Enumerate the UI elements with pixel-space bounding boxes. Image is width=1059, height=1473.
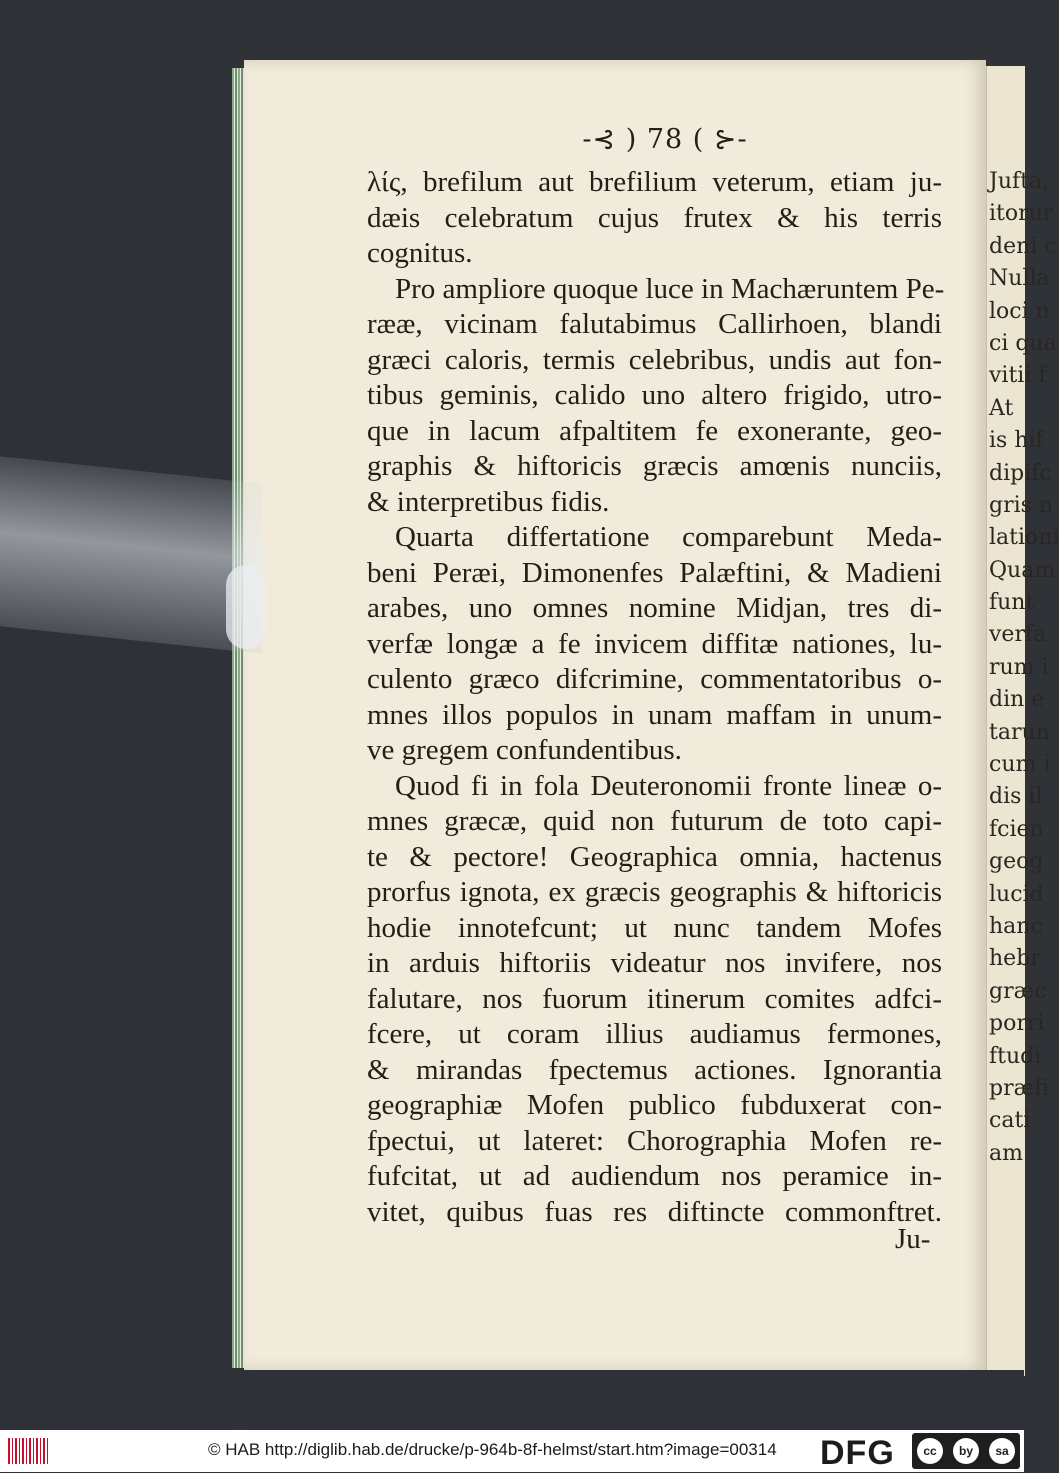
text-line: fufcitat, ut ad audiendum nos peramice in- [367, 1160, 942, 1192]
table-surface [244, 1370, 1024, 1430]
text-line: & interpretibus fidis. [367, 485, 610, 518]
text-line: arabes, uno omnes nomine Midjan, tres di- [367, 592, 942, 624]
text-line: culento græco difcrimine, commentatoribus o- [367, 663, 942, 695]
catchword: Ju- [895, 1223, 931, 1255]
viewer-footer [0, 1430, 1024, 1472]
next-page-fragment [986, 66, 1059, 1376]
next-page-line: Quam [989, 557, 1056, 583]
text-line: Quod fi in fola Deuteronomii fronte lineæ o- [395, 769, 942, 802]
next-page-line: lucid [989, 881, 1044, 907]
next-page-line: geog [989, 849, 1044, 875]
next-page-line: deni c [989, 233, 1057, 259]
text-line: Quarta differtatione comparebunt Meda- [395, 521, 942, 553]
text-line: cognitus. [367, 237, 473, 269]
next-page-line: ci qua [989, 330, 1057, 356]
running-head: -⊰ ) 78 ( ⊱- [582, 124, 748, 155]
page-text [367, 165, 945, 1230]
text-line: græci caloris, termis celebribus, undis aut fon- [367, 343, 942, 376]
hab-barcode-icon [8, 1438, 48, 1464]
next-page-line: præfi [989, 1075, 1049, 1101]
next-page-line: ftudi [989, 1043, 1042, 1069]
text-line: prorfus ignota, ex græcis geographis & hiftoricis [367, 876, 942, 908]
text-line: graphis & hiftoricis græcis amœnis nunciis, [367, 450, 942, 482]
next-page-line: fcien [989, 816, 1044, 842]
next-page-line: loci n [989, 298, 1050, 324]
text-line: dæis celebratum cujus frutex & his terris [367, 201, 942, 234]
next-page-line: verfa [989, 622, 1047, 648]
book-cover [0, 0, 232, 1430]
text-line: vitet, quibus fuas res diftincte commonftret. [367, 1195, 942, 1228]
next-page-line: vitii f [989, 363, 1047, 389]
next-page-line: cum i [989, 752, 1051, 778]
next-page-line: Nulla [989, 266, 1050, 292]
text-line: te & pectore! Geographica omnia, hactenus [367, 840, 942, 873]
text-line: tibus geminis, calido uno altero frigido, utro- [367, 379, 942, 411]
next-page-line: hebr [989, 946, 1041, 972]
next-page-line: gris n [989, 492, 1054, 518]
page-edge [232, 68, 244, 1368]
next-page-line: rum i [989, 654, 1049, 680]
next-page-line: am [989, 1140, 1023, 1166]
next-page-line: græc [989, 978, 1047, 1004]
next-page-line: hanc [989, 913, 1043, 939]
next-page-line: lationi [989, 525, 1059, 551]
text-line: falutare, nos fuorum itinerum comites adfci- [367, 982, 942, 1015]
text-line: geographiæ Mofen publico fubduxerat con- [367, 1089, 942, 1121]
cc-icon: cc [917, 1438, 943, 1464]
text-line: mnes illos populos in unam maffam in unum- [367, 698, 942, 731]
by-icon: by [953, 1438, 979, 1464]
text-line: hodie innotefcunt; ut nunc tandem Mofes [367, 911, 942, 944]
text-line: verfæ longæ a fe invicem diffitæ nationes, lu- [367, 627, 942, 660]
next-page-line: porri [989, 1011, 1045, 1037]
text-line: beni Peræi, Dimonenfes Palæftini, & Madieni [367, 556, 942, 589]
next-page-line: funt [989, 590, 1035, 616]
plastic-strap [0, 456, 262, 654]
dfg-logo: DFG [820, 1434, 895, 1472]
text-line: & mirandas fpectemus actiones. Ignorantia [367, 1053, 942, 1086]
next-page-line: Jufta, [989, 169, 1050, 194]
sa-icon: sa [989, 1438, 1015, 1464]
next-page-line: tarun [989, 719, 1050, 745]
text-line: que in lacum afpaltitem fe exonerante, geo- [367, 414, 942, 447]
next-page-line: dis il [989, 784, 1043, 810]
text-line: mnes græcæ, quid non futurum de toto capi- [367, 805, 942, 837]
text-line: ve gregem confundentibus. [367, 734, 682, 766]
next-page-line: dipifc [989, 460, 1052, 486]
text-line: Pro ampliore quoque luce in Machæruntem Pe- [395, 272, 945, 305]
plastic-strap-tip [226, 565, 266, 649]
text-line: fpectui, ut lateret: Chorographia Mofen re- [367, 1124, 942, 1157]
text-line: λίς, brefilum aut brefilium veterum, etiam ju- [367, 166, 942, 198]
text-line: fcere, ut coram illius audiamus fermones, [367, 1018, 942, 1050]
next-page-line: cati [989, 1108, 1031, 1134]
text-line: rææ, vicinam falutabimus Callirhoen, blandi [367, 308, 942, 340]
cc-license-badge[interactable] [912, 1433, 1020, 1469]
next-page-line: At [989, 395, 1014, 421]
text-line: in arduis hiftoriis videatur nos invifere, nos [367, 947, 942, 979]
copyright-link[interactable]: © HAB http://diglib.hab.de/drucke/p-964b-8f-helmst/start.htm?image=00314 [208, 1440, 777, 1459]
next-page-line: din e [989, 687, 1045, 713]
next-page-line: is hif [989, 428, 1044, 454]
next-page-line: itorur [989, 201, 1054, 227]
